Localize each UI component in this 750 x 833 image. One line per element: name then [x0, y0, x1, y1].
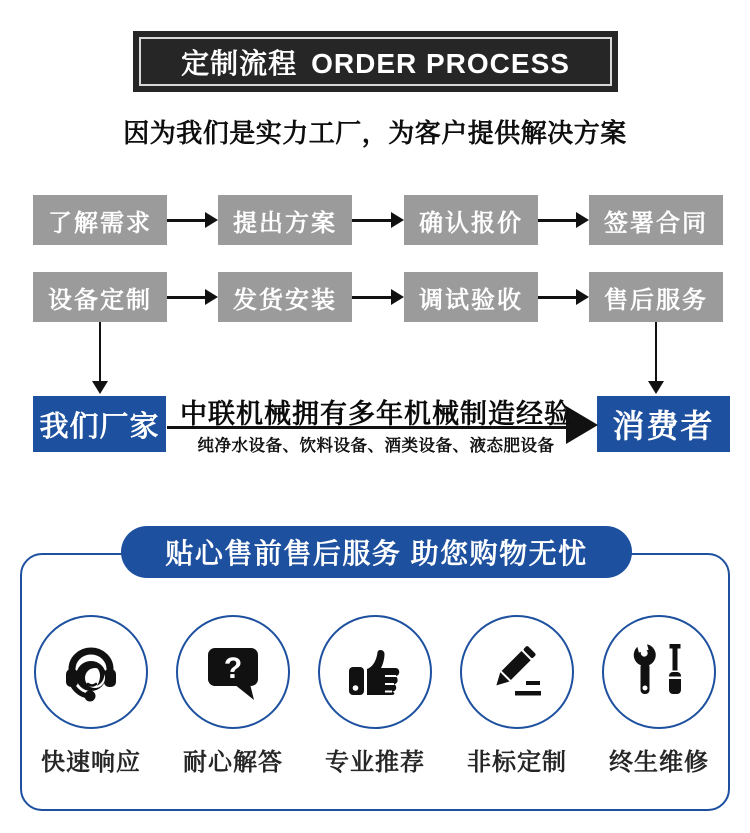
service-item-patient-answers [162, 615, 304, 777]
service-item-pro-recommend [304, 615, 446, 777]
services-row [20, 615, 730, 777]
services-banner: 贴心售前售后服务 助您购物无忧 [121, 526, 632, 578]
service-item-fast-response [20, 615, 162, 777]
arrow-down-icon [91, 322, 109, 394]
flow-step-sign-contract: 签署合同 [589, 195, 723, 245]
arrow-right-icon [538, 195, 589, 245]
service-circle [318, 615, 432, 729]
flow-step-ship-install: 发货安装 [218, 272, 352, 322]
section-title-cn: 定制流程 [181, 47, 298, 79]
service-label: 终生维修 [609, 749, 709, 776]
service-item-custom-design [446, 615, 588, 777]
flow-step-equipment-custom: 设备定制 [33, 272, 167, 322]
arrow-right-icon [538, 272, 589, 322]
experience-title: 中联机械拥有多年机械制造经验 [180, 399, 572, 429]
headset-icon [59, 640, 123, 704]
arrow-right-icon [167, 272, 218, 322]
service-item-lifetime-repair [588, 615, 730, 777]
section-title-en: ORDER PROCESS [311, 47, 570, 79]
section-title-banner [133, 31, 618, 92]
pencil-icon [485, 640, 549, 704]
service-label: 非标定制 [467, 749, 567, 776]
section-title [181, 42, 570, 82]
service-label: 耐心解答 [183, 749, 283, 776]
thumbs-up-icon [343, 640, 407, 704]
flow-step-debug-accept: 调试验收 [404, 272, 538, 322]
equipment-list-subtitle: 纯净水设备、饮料设备、酒类设备、液态肥设备 [197, 437, 555, 455]
flow-step-confirm-quote: 确认报价 [404, 195, 538, 245]
service-label: 专业推荐 [325, 749, 425, 776]
arrow-down-icon [647, 322, 665, 394]
question-bubble-icon [201, 640, 265, 704]
service-circle [602, 615, 716, 729]
arrow-right-icon [167, 195, 218, 245]
service-label: 快速响应 [41, 749, 141, 776]
svg-text:?: ? [223, 652, 243, 685]
flow-step-understand-needs: 了解需求 [33, 195, 167, 245]
tools-icon [627, 640, 691, 704]
headline-text: 因为我们是实力工厂，为客户提供解决方案 [123, 118, 627, 148]
service-circle [34, 615, 148, 729]
factory-box: 我们厂家 [33, 396, 166, 452]
service-circle [460, 615, 574, 729]
service-circle [176, 615, 290, 729]
consumer-box: 消费者 [597, 396, 730, 452]
arrow-right-icon [352, 195, 404, 245]
flow-step-after-sales: 售后服务 [589, 272, 723, 322]
arrow-right-icon [352, 272, 404, 322]
flow-step-propose-plan: 提出方案 [218, 195, 352, 245]
